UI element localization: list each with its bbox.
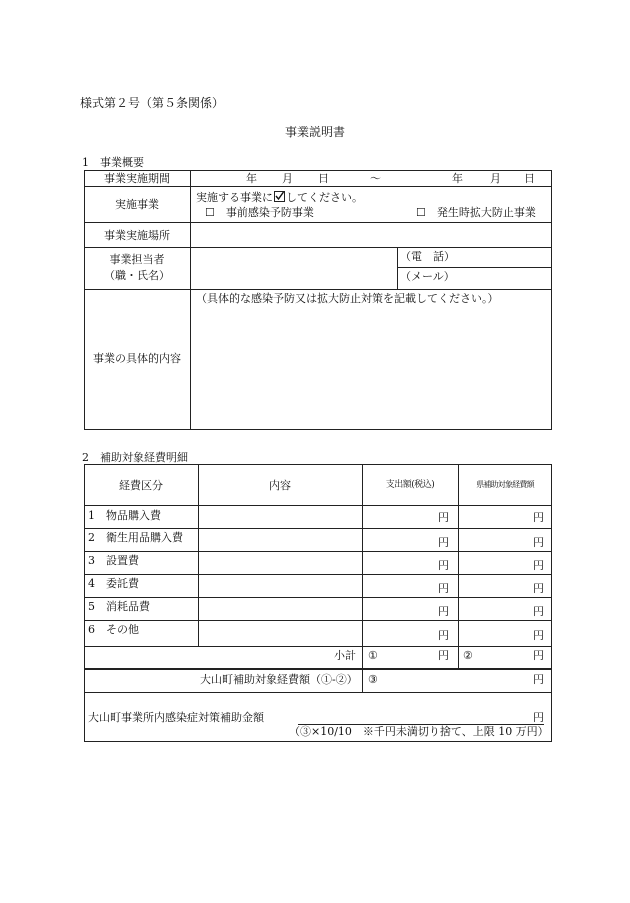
contact-label: 事業担当者 <box>109 253 165 266</box>
row-divider <box>84 692 552 693</box>
row-divider <box>84 505 552 506</box>
col-divider <box>458 464 459 668</box>
col-header-content: 内容 <box>269 479 291 492</box>
row-divider <box>84 528 552 529</box>
yen-unit: 円 <box>438 629 449 642</box>
period-month1: 月 <box>282 172 293 185</box>
col-divider <box>362 464 363 692</box>
contact-sublabel: （職・氏名） <box>104 269 170 282</box>
yen-unit: 円 <box>533 629 544 642</box>
yen-unit: 円 <box>533 673 544 686</box>
section1-heading: 1 事業概要 <box>82 156 144 169</box>
period-month2: 月 <box>490 172 501 185</box>
instruction-prefix: 実施する事業に <box>196 191 273 204</box>
row-divider <box>84 597 552 598</box>
checked-box-icon <box>274 191 285 202</box>
yen-unit: 円 <box>438 582 449 595</box>
period-year1: 年 <box>246 172 257 185</box>
email-label: （メール） <box>400 270 455 283</box>
row-category: 6 その他 <box>88 623 139 636</box>
subsidy-label: 大山町事業所内感染症対策補助金額 <box>88 711 264 724</box>
period-day2: 日 <box>524 172 535 185</box>
period-label: 事業実施期間 <box>104 172 170 185</box>
yen-unit: 円 <box>438 605 449 618</box>
yen-unit: 円 <box>438 536 449 549</box>
location-label: 事業実施場所 <box>104 229 170 242</box>
subtotal-mark-1: ① <box>368 649 378 662</box>
row-category: 2 衛生用品購入費 <box>88 531 183 544</box>
row-divider <box>84 247 552 248</box>
yen-unit: 円 <box>533 711 544 724</box>
total-mark: ③ <box>368 673 378 686</box>
yen-unit: 円 <box>533 582 544 595</box>
col-divider <box>198 464 199 646</box>
yen-unit: 円 <box>438 649 449 662</box>
option-spread-control-checkbox[interactable]: ☐ 発生時拡大防止事業 <box>416 206 536 219</box>
phone-label: （電 話） <box>400 250 455 263</box>
yen-unit: 円 <box>533 605 544 618</box>
contact-divider <box>397 247 398 289</box>
yen-unit: 円 <box>438 511 449 524</box>
details-label: 事業の具体的内容 <box>93 352 181 365</box>
row-category: 1 物品購入費 <box>88 509 161 522</box>
row-divider <box>84 186 552 187</box>
row-divider <box>84 620 552 621</box>
subtotal-label: 小計 <box>334 649 356 662</box>
subsidy-note: （③×10/10 ※千円未満切り捨て、上限 10 万円） <box>289 725 549 738</box>
yen-unit: 円 <box>533 649 544 662</box>
details-hint: （具体的な感染予防又は拡大防止対策を記載してください。） <box>196 292 499 305</box>
section2-heading: 2 補助対象経費明細 <box>82 451 188 464</box>
period-day1: 日 <box>318 172 329 185</box>
row-divider <box>84 646 552 647</box>
row-category: 4 委託費 <box>88 577 139 590</box>
overview-label-divider <box>190 170 191 430</box>
col-header-expenditure: 支出額(税込) <box>385 480 435 490</box>
yen-unit: 円 <box>533 559 544 572</box>
yen-unit: 円 <box>438 559 449 572</box>
col-header-category: 経費区分 <box>119 479 163 492</box>
yen-unit: 円 <box>533 511 544 524</box>
col-header-eligible: 県補助対象経費額 <box>476 480 534 489</box>
project-instruction <box>196 190 363 203</box>
row-divider <box>84 668 552 670</box>
period-year2: 年 <box>452 172 463 185</box>
option-prevention-checkbox[interactable]: ☐ 事前感染予防事業 <box>205 206 314 219</box>
row-divider <box>84 289 552 290</box>
subtotal-mark-2: ② <box>463 649 473 662</box>
page-title: 事業説明書 <box>284 125 345 139</box>
row-category: 5 消耗品費 <box>88 600 150 613</box>
form-number: 様式第２号（第５条関係） <box>80 96 225 110</box>
yen-unit: 円 <box>533 536 544 549</box>
row-divider <box>84 574 552 575</box>
contact-row-divider <box>397 267 552 268</box>
row-category: 3 設置費 <box>88 554 139 567</box>
row-divider <box>84 222 552 223</box>
total-label: 大山町補助対象経費額（①-②） <box>200 673 358 686</box>
project-label: 実施事業 <box>115 198 159 211</box>
row-divider <box>84 551 552 552</box>
period-tilde: ～ <box>370 172 381 185</box>
instruction-suffix: してください。 <box>286 191 363 204</box>
